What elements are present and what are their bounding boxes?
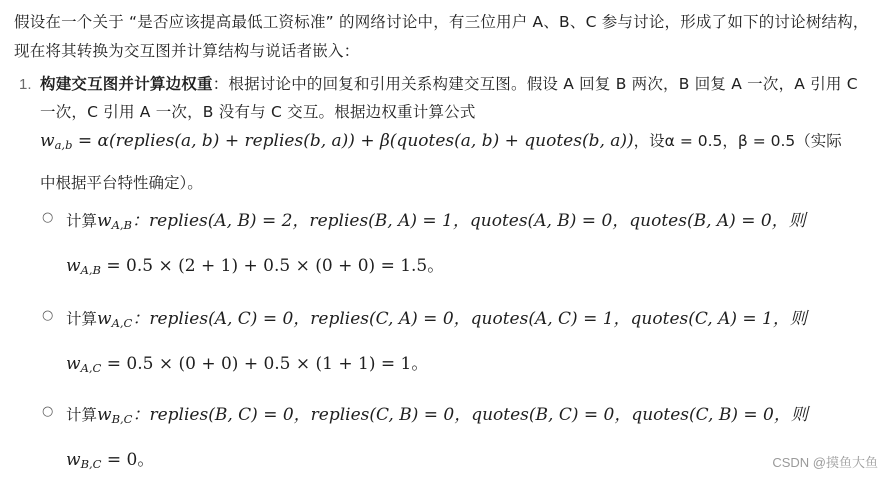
result-weight-symbol: w	[66, 354, 81, 374]
result-weight-subscript: A,C	[80, 361, 102, 375]
weight-symbol: w	[97, 309, 112, 329]
weight-terms: ：replies(A, B) = 2，replies(B, A) = 1，quotes(A, B) = 0，quotes(B, A) = 0，则	[132, 211, 806, 231]
result-weight-symbol: w	[66, 450, 81, 470]
sub-item-ab-result	[66, 251, 444, 277]
formula-rhs: = α(replies(a, b) + replies(b, a)) + β(quotes(a, b) + quotes(b, a))	[72, 131, 634, 151]
weight-symbol: w	[97, 211, 112, 231]
result-expression: = 0.5 × (2 + 1) + 0.5 × (0 + 0) = 1.5。	[100, 256, 445, 276]
result-weight-symbol: w	[66, 256, 81, 276]
sub-prefix: 计算	[66, 406, 98, 424]
bullet-circle-icon: ○	[42, 308, 54, 323]
formula-note: ，设α = 0.5，β = 0.5（实际	[633, 132, 842, 150]
edge-weight-formula	[40, 129, 842, 152]
list-number: 1.	[19, 76, 32, 93]
sub-item-ab-terms	[66, 206, 806, 232]
weight-subscript: A,C	[111, 316, 133, 330]
result-expression: = 0。	[101, 450, 155, 470]
weight-terms: ：replies(B, C) = 0，replies(C, B) = 0，quotes(B, C) = 0，quotes(C, B) = 0，则	[132, 405, 808, 425]
sub-item-bc-terms	[66, 400, 808, 426]
intro-paragraph: 假设在一个关于 “是否应该提高最低工资标准” 的网络讨论中，有三位用户 A、B、C 参与讨论，形成了如下的讨论树结构，现在将其转换为交互图并计算结构与说话者嵌入：	[14, 13, 869, 60]
sub-item-bc-result	[66, 445, 154, 471]
formula-lhs-subscript: a,b	[54, 138, 73, 152]
result-weight-subscript: B,C	[80, 457, 102, 471]
result-expression: = 0.5 × (0 + 0) + 0.5 × (1 + 1) = 1。	[101, 354, 429, 374]
formula-lhs: w	[40, 131, 55, 151]
sub-prefix: 计算	[66, 310, 98, 328]
weight-symbol: w	[97, 405, 112, 425]
sub-prefix: 计算	[66, 212, 98, 230]
sub-item-ac-result	[66, 349, 428, 375]
step-description	[40, 70, 876, 126]
sub-item-ac-terms	[66, 304, 807, 330]
formula-note-tail: 中根据平台特性确定）。	[40, 174, 203, 192]
step-title: 构建交互图并计算边权重	[40, 75, 213, 93]
step-title-colon: ：	[212, 75, 229, 93]
weight-terms: ：replies(A, C) = 0，replies(C, A) = 0，quotes(A, C) = 1，quotes(C, A) = 1，则	[132, 309, 807, 329]
result-weight-subscript: A,B	[80, 263, 101, 277]
csdn-watermark: CSDN @摸鱼大鱼	[772, 455, 878, 470]
weight-subscript: B,C	[111, 412, 133, 426]
weight-subscript: A,B	[111, 218, 132, 232]
bullet-circle-icon: ○	[42, 404, 54, 419]
step-description-text: 根据讨论中的回复和引用关系构建交互图。假设 A 回复 B 两次，B 回复 A 一次，A 引用 C 一次，C 引用 A 一次，B 没有与 C 交互。根据边权重计算公式	[40, 75, 858, 121]
bullet-circle-icon: ○	[42, 210, 54, 225]
